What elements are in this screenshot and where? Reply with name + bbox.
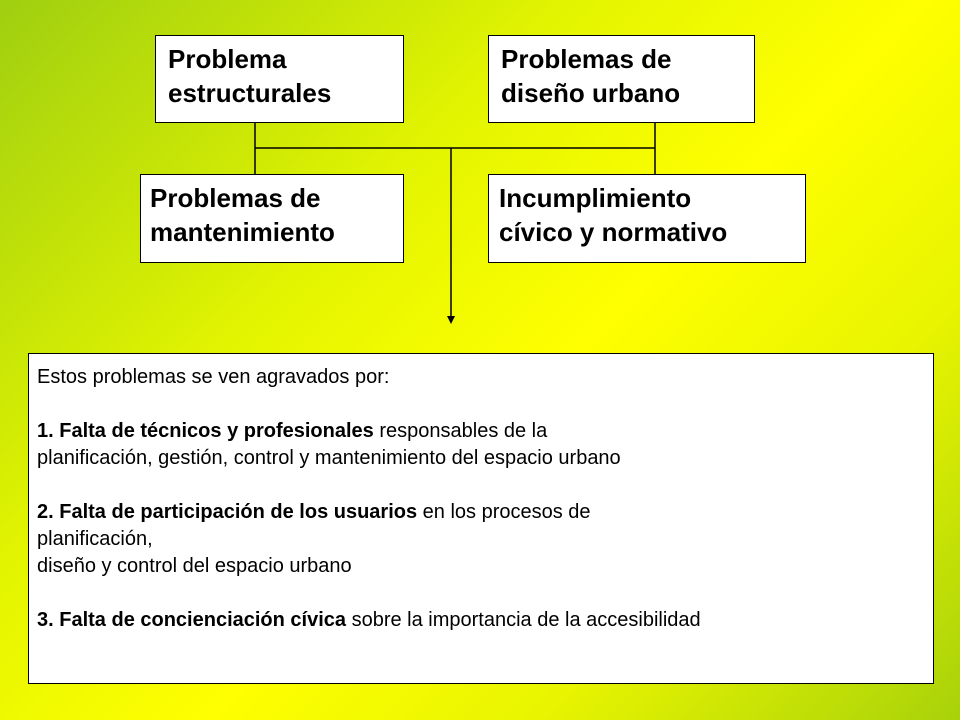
box-label-line: estructurales <box>168 78 332 108</box>
box-label-line: diseño urbano <box>501 78 681 108</box>
item-2-bold: 2. Falta de participación de los usuarios <box>37 501 418 523</box>
box-label-line: Problemas de <box>501 44 672 74</box>
notes-item-2-line2: planificación, <box>37 528 153 550</box>
notes-item-2 <box>37 499 925 526</box>
box-label-line: Incumplimiento <box>499 183 692 213</box>
box-label-line: Problema <box>168 44 287 74</box>
item-1-bold: 1. Falta de técnicos y profesionales <box>37 420 374 442</box>
arrowhead-down-icon <box>447 316 455 324</box>
notes-intro: Estos problemas se ven agravados por: <box>37 366 390 388</box>
notes-item-2-line3: diseño y control del espacio urbano <box>37 555 352 577</box>
item-3-rest: sobre la importancia de la accesibilidad <box>346 609 701 631</box>
item-3-bold: 3. Falta de concienciación cívica <box>37 609 347 631</box>
box-label-line: cívico y normativo <box>499 217 728 247</box>
item-2-rest: en los procesos de <box>417 501 591 523</box>
notes-item-3 <box>37 607 925 634</box>
notes-item-1 <box>37 418 925 445</box>
box-label-line: mantenimiento <box>150 217 335 247</box>
aggravating-factors-box <box>28 353 934 684</box>
item-1-rest: responsables de la <box>373 420 548 442</box>
box-label-line: Problemas de <box>150 183 321 213</box>
notes-item-1-line2: planificación, gestión, control y mantenimiento del espacio urbano <box>37 447 621 469</box>
